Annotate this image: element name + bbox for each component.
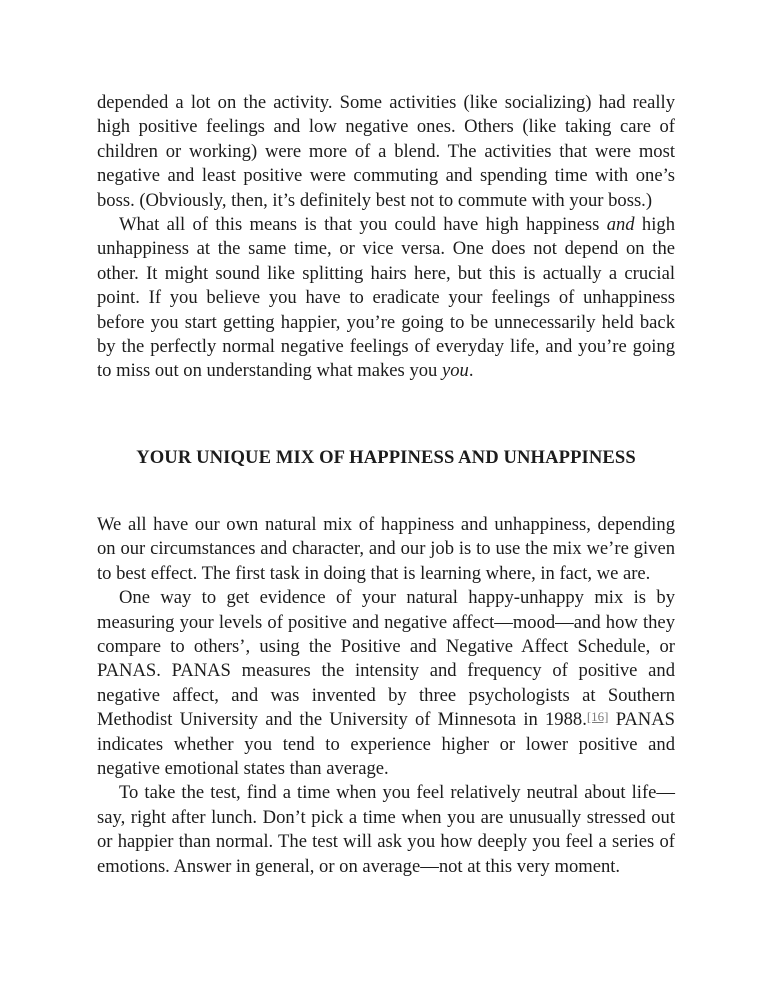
paragraph-text-end: . xyxy=(468,360,474,382)
paragraph-happiness-unhappiness xyxy=(97,213,675,384)
page-body xyxy=(97,91,675,879)
emphasis-you: you xyxy=(441,360,469,382)
paragraph-text-middle: high unhappiness at the same time, or vice versa. One does not depend on the other. It might sound like splitting hairs here, but this is actually a crucial point. If you believe you have to eradicate your feelings of unhappiness before you start getting happier, you’re going to be unnecessarily held back by the perfectly normal negative feelings of everyday life, and you’re going to miss out on understanding what makes you xyxy=(97,214,675,382)
paragraph-text-start: What all of this means is that you could have high happiness xyxy=(119,214,607,236)
footnote-link[interactable]: [16] xyxy=(586,709,609,725)
emphasis-and: and xyxy=(606,214,635,236)
paragraph-text-end: PANAS indicates whether you tend to experience higher or lower positive and negative emotional states than average. xyxy=(97,709,675,779)
paragraph-take-test: To take the test, find a time when you feel relatively neutral about life—say, right after lunch. Don’t pick a time when you are unusually stressed out or happier than normal. The test will ask you how deeply you feel a series of emotions. Answer in general, or on average—not at this very moment. xyxy=(97,782,675,877)
paragraph-activity-feelings: depended a lot on the activity. Some activities (like socializing) had really high positive feelings and low negative ones. Others (like taking care of children or working) were more of a blend. The activities that were most negative and least positive were commuting and spending time with one’s boss. (Obviously, then, it’s definitely best not to commute with your boss.) xyxy=(97,92,675,211)
paragraph-natural-mix: We all have our own natural mix of happiness and unhappiness, depending on our circumstances and character, and our job is to use the mix we’re given to best effect. The first task in doing that is learning where, in fact, we are. xyxy=(97,513,675,584)
paragraph-text-start: One way to get evidence of your natural happy-unhappy mix is by measuring your levels of positive and negative affect—mood—and how they compare to others’, using the Positive and Negative Affect Schedule, or PANAS. PANAS measures the intensity and frequency of positive and negative affect, and was invented by three psychologists at Southern Methodist University and the University of Minnesota in 1988. xyxy=(97,587,675,731)
paragraph-panas xyxy=(97,586,675,781)
section-heading: YOUR UNIQUE MIX OF HAPPINESS AND UNHAPPINESS xyxy=(136,446,636,468)
